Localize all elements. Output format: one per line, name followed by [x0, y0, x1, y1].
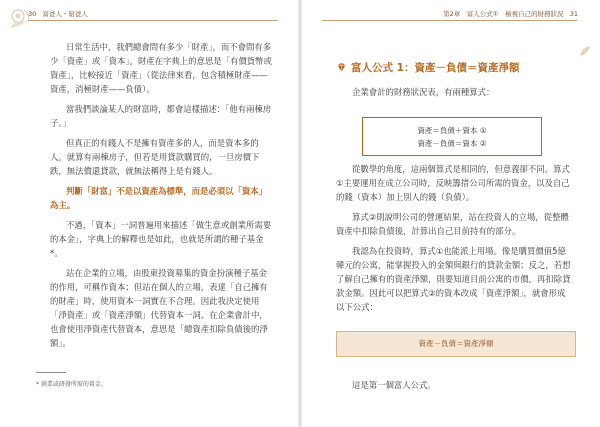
closing-block: [336, 378, 572, 398]
right-body: [336, 162, 572, 320]
right-running-header: [443, 9, 578, 19]
paragraph: 我認為在投資時，算式①也能派上用場。像是購買價值5億韓元的公寓，能掌握投入的金額與銀行的貸款金額；反之，若想了解自己擁有的資產淨額，則要知道目前公寓的市價，再扣除貸款金額。因此可以把算式②的資本改成「資產淨額」，就會形成以下公式：: [336, 246, 571, 312]
highlighted-paragraph: 判斷「財富」不是以資產為標準，而是必須以「資本」為主。: [50, 186, 267, 210]
right-page: [300, 0, 600, 427]
left-page-number: 30: [28, 10, 37, 18]
diamond-icon: [336, 62, 347, 73]
right-page-number: 31: [569, 10, 578, 18]
result-formula: 資產－負債＝資產淨額: [418, 339, 494, 348]
left-body: [50, 40, 275, 356]
leaf-ornament-icon: [578, 44, 592, 58]
intro-block: [336, 85, 572, 105]
right-header-chapter: 第2章 富人公式① 檢視自己的財務狀況: [443, 10, 564, 18]
left-header-rule: [28, 20, 278, 21]
intro-paragraph: 企業會計的財務狀況表，有兩種算式：: [352, 87, 495, 97]
right-header-rule: [322, 20, 577, 21]
formula-box: [362, 117, 542, 156]
formula-line-1: 資產＝負債＋資本 ①: [417, 126, 487, 135]
left-running-header: [28, 9, 88, 19]
paragraph: 從數學的角度，這兩個算式是相同的，但意義卻不同。算式①主要運用在成立公司時，反映籌措公司所需的資金，以及自己的錢（資本）加上別人的錢（負債）。: [336, 164, 570, 202]
section-title: [336, 60, 519, 75]
paragraph: 當我們談論某人的財富時，都會這樣描述：「他有兩棟房子。」: [50, 104, 272, 128]
paragraph: 站在企業的立場，由股東投資募集的資金扮演種子基金的作用，可稱作資本；但站在個人的立場，表達「自己擁有的財產」時，使用資本一詞實在不合理。因此我決定使用「淨資產」或「資產淨額」代替資本一詞。在企業會計中，也會使用淨資產代替資本，意思是「總資產扣除負債後的淨額」。: [50, 268, 268, 348]
paragraph: 日常生活中，我們總會問有多少「財產」，而不會問有多少「資產」或「資本」。財產在字典上的意思是「有價貨幣或資產」，比較接近「資產」（從法律來看，包含積極財產——資產，消極財產——負債）。: [50, 42, 272, 94]
section-title-text: 富人公式 1：資產－負債＝資產淨額: [351, 62, 520, 74]
result-formula-box: [336, 331, 576, 357]
footnote: * 創業或研發所需的資金。: [36, 381, 107, 388]
paragraph: 不過，「資本」一詞普遍用來描述「做生意或創業所需要的本金」，字典上的解釋也是如此，也就是所謂的種子基金*。: [50, 220, 272, 258]
paragraph: 算式②則說明公司的營運結果，站在投資人的立場，從整體資產中扣除負債後，計算出自己目前持有的部分。: [336, 212, 569, 236]
paragraph: 但真正的有錢人不是擁有資產多的人，而是資本多的人。就算有兩棟房子，但若是用貸款購買的，一旦房價下跌，無法償還貸款，就無法稱得上是有錢人。: [50, 138, 260, 176]
left-header-title: 富爸人・窮爸人: [42, 10, 88, 18]
footnote-rule: [36, 372, 66, 373]
formula-line-2: 資產－負債＝資本 ②: [417, 139, 487, 148]
closing-paragraph: 這是第一個富人公式。: [352, 380, 436, 390]
